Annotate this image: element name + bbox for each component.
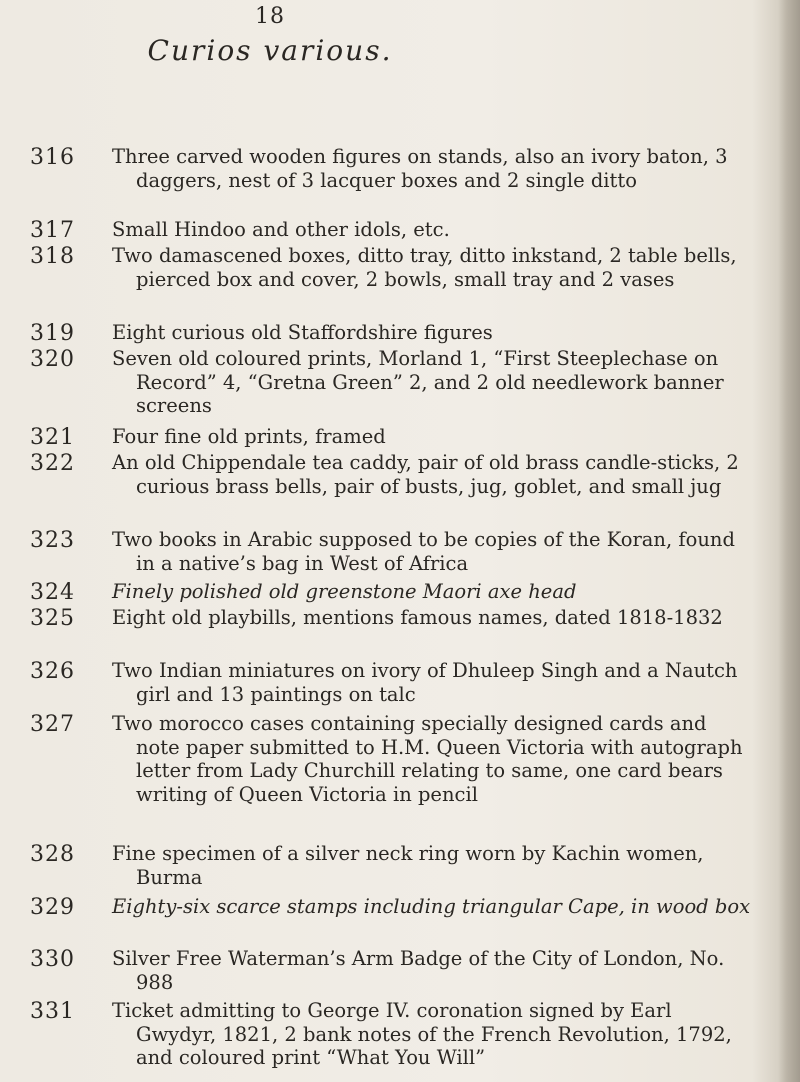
lot-number: 318 [30,244,75,269]
lot-description: Two morocco cases containing specially designed cards and note paper submitted to H.M. Queen Victoria with autograph letter from Lady Churchill relating to same, one card bears writing of Queen Victoria in pencil [112,712,743,806]
lot-number: 327 [30,712,75,737]
lot-number: 322 [30,451,75,476]
lot-number: 331 [30,999,75,1024]
page-number: 18 [255,4,285,29]
lot-description: Four fine old prints, framed [112,425,386,448]
lot-number: 329 [30,895,75,920]
lot-number: 319 [30,321,75,346]
lot-description: Two damascened boxes, ditto tray, ditto inkstand, 2 table bells, pierced box and cover, 2 bowls, small tray and 2 vases [112,244,737,291]
lot-description: Silver Free Waterman’s Arm Badge of the City of London, No. 988 [112,947,725,994]
lot-number: 320 [30,347,75,372]
lot-description: Ticket admitting to George IV. coronation signed by Earl Gwydyr, 1821, 2 bank notes of the French Revolution, 1792, and coloured print “What You Will” [112,999,732,1069]
lot-description: Eight old playbills, mentions famous names, dated 1818-1832 [112,606,723,629]
lot-description: Two books in Arabic supposed to be copies of the Koran, found in a native’s bag in West of Africa [112,528,735,575]
lot-description: Small Hindoo and other idols, etc. [112,218,450,241]
lot-description: An old Chippendale tea caddy, pair of old brass candle-sticks, 2 curious brass bells, pair of busts, jug, goblet, and small jug [112,451,739,498]
lot-number: 321 [30,425,75,450]
lot-number: 328 [30,842,75,867]
lot-description: Eighty-six scarce stamps including triangular Cape, in wood box [112,895,751,918]
lot-description: Two Indian miniatures on ivory of Dhuleep Singh and a Nautch girl and 13 paintings on talc [112,659,738,706]
lot-description: Three carved wooden figures on stands, also an ivory baton, 3 daggers, nest of 3 lacquer boxes and 2 single ditto [112,145,728,192]
lot-number: 323 [30,528,75,553]
lot-number: 324 [30,580,75,605]
lot-description: Seven old coloured prints, Morland 1, “First Steeplechase on Record” 4, “Gretna Green” 2, and 2 old needlework banner screens [112,347,724,417]
lot-number: 325 [30,606,75,631]
section-title: Curios various. [147,34,393,67]
lot-number: 316 [30,145,75,170]
lot-description: Finely polished old greenstone Maori axe head [112,580,577,603]
lot-number: 317 [30,218,75,243]
lot-number: 326 [30,659,75,684]
lot-number: 330 [30,947,75,972]
lot-description: Eight curious old Staffordshire figures [112,321,493,344]
lot-description: Fine specimen of a silver neck ring worn by Kachin women, Burma [112,842,704,889]
